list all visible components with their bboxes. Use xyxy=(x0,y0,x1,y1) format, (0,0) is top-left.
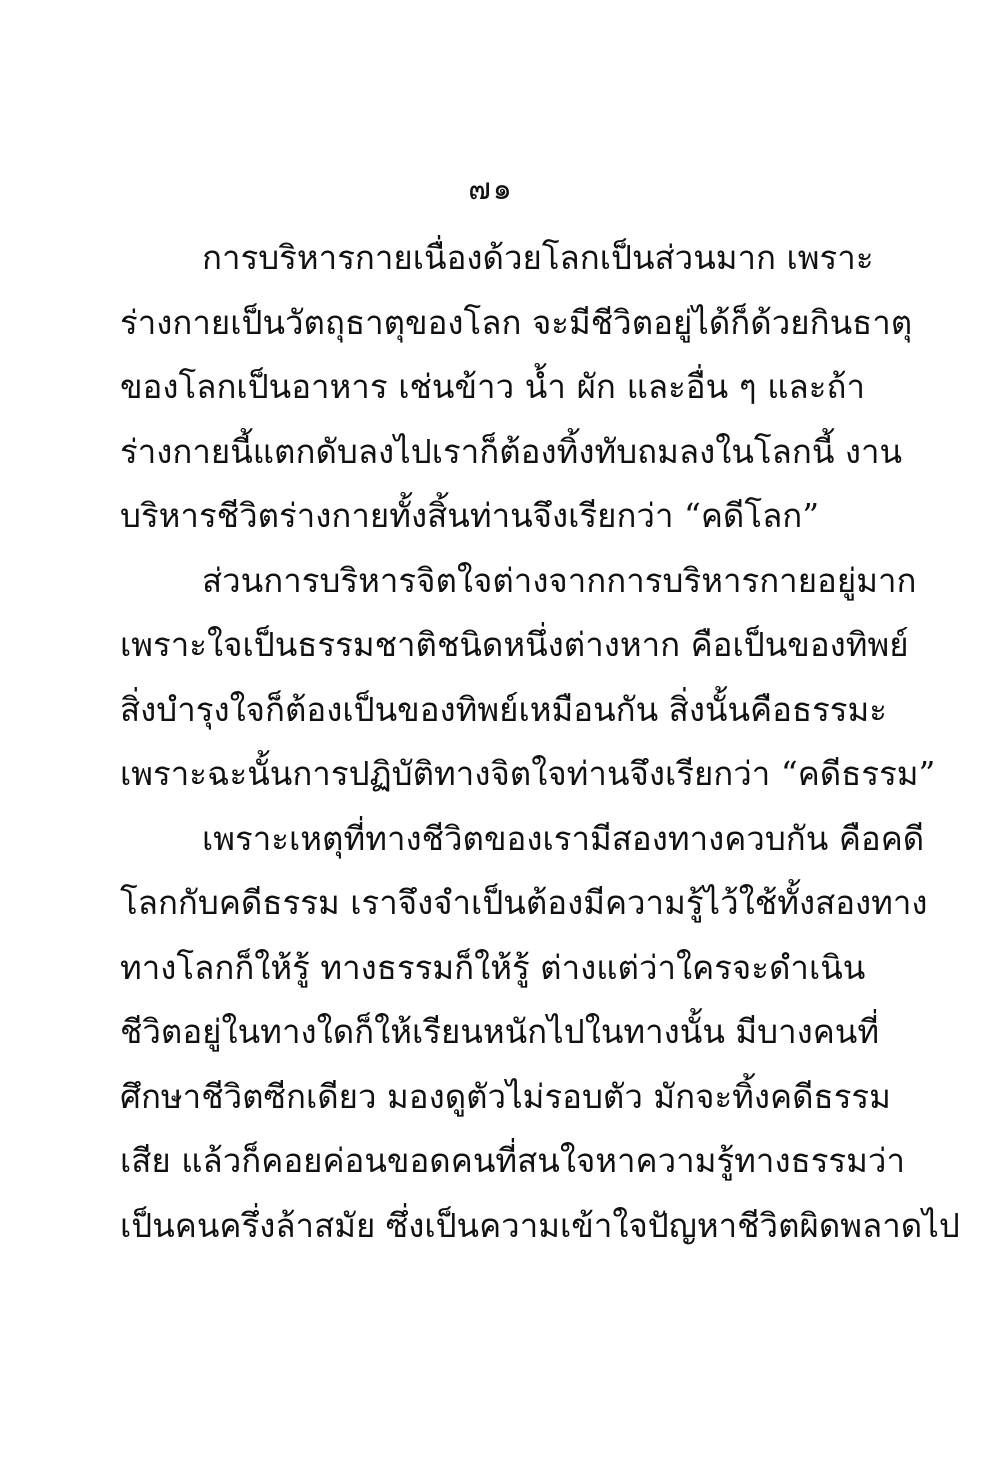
text-line: ส่วนการบริหารจิตใจต่างจากการบริหารกายอยู่มาก xyxy=(202,560,917,600)
text-line: การบริหารกายเนื่องด้วยโลกเป็นส่วนมาก เพราะ xyxy=(202,238,874,277)
text-line: ทางโลกก็ให้รู้ ทางธรรมก็ให้รู้ ต่างแต่ว่าใครจะดำเนิน xyxy=(120,947,866,987)
text-line: บริหารชีวิตร่างกายทั้งสิ้นท่านจึงเรียกว่า “คดีโลก” xyxy=(120,496,820,535)
text-line: เสีย แล้วก็คอยค่อนขอดคนที่สนใจหาความรู้ทางธรรมว่า xyxy=(120,1141,905,1180)
text-line: สิ่งบำรุงใจก็ต้องเป็นของทิพย์เหมือนกัน สิ่งนั้นคือธรรมะ xyxy=(120,689,888,729)
text-line: เพราะเหตุที่ทางชีวิตของเรามีสองทางควบกัน คือคดี xyxy=(202,818,925,858)
body-text xyxy=(120,226,960,1258)
text-line: ร่างกายเป็นวัตถุธาตุของโลก จะมีชีวิตอยู่ได้ก็ด้วยกินธาตุ xyxy=(120,302,913,342)
text-line: โลกกับคดีธรรม เราจึงจำเป็นต้องมีความรู้ไว้ใช้ทั้งสองทาง xyxy=(120,883,928,922)
text-line: เพราะใจเป็นธรรมชาติชนิดหนึ่งต่างหาก คือเป็นของทิพย์ xyxy=(120,625,909,664)
text-line: ชีวิตอยู่ในทางใดก็ให้เรียนหนักไปในทางนั้น มีบางคนที่ xyxy=(120,1012,880,1051)
text-line: ของโลกเป็นอาหาร เช่นข้าว น้ำ ผัก และอื่น ๆ และถ้า xyxy=(120,367,865,406)
text-line: เป็นคนครึ่งล้าสมัย ซึ่งเป็นความเข้าใจปัญหาชีวิตผิดพลาดไป xyxy=(120,1205,960,1245)
text-line: เพราะฉะนั้นการปฏิบัติทางจิตใจท่านจึงเรียกว่า “คดีธรรม” xyxy=(120,754,936,793)
text-line: ศึกษาชีวิตซีกเดียว มองดูตัวไม่รอบตัว มักจะทิ้งคดีธรรม xyxy=(120,1076,891,1116)
page-number: ๗๑ xyxy=(468,172,514,207)
text-line: ร่างกายนี้แตกดับลงไปเราก็ต้องทิ้งทับถมลงในโลกนี้ งาน xyxy=(120,431,903,471)
